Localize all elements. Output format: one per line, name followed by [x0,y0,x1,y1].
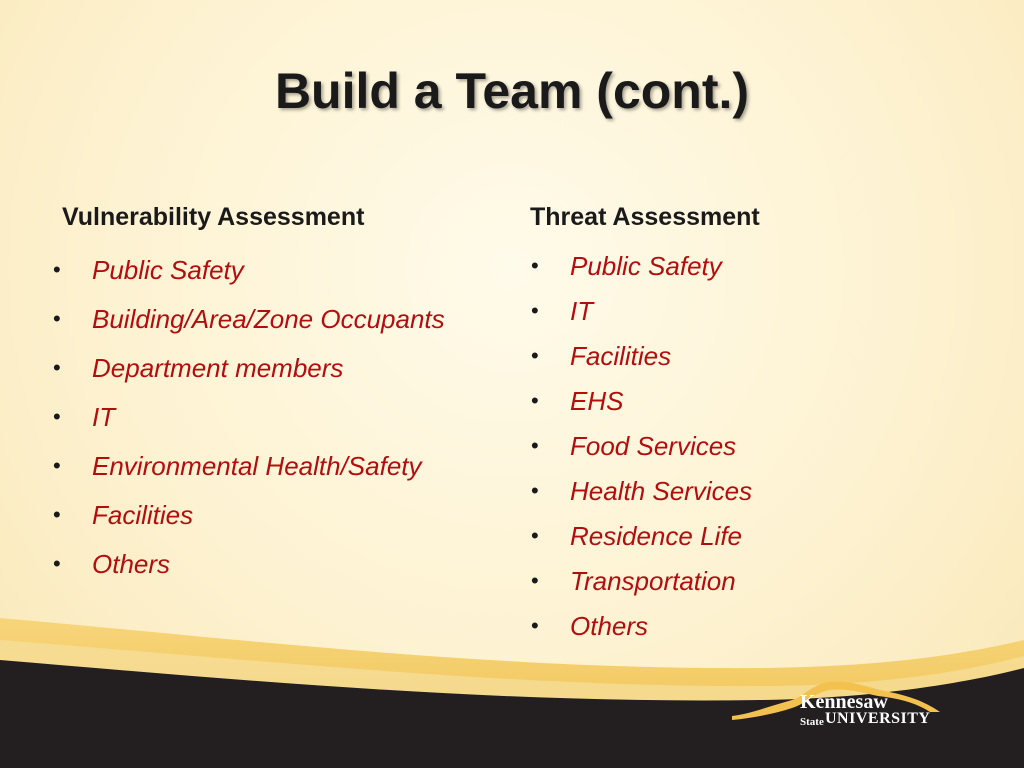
bullet-icon: • [53,551,61,576]
bullet-icon: • [531,253,539,278]
bullet-icon: • [53,502,61,527]
list-item [52,250,512,290]
bullet-icon: • [531,478,539,503]
bullet-icon: • [53,404,61,429]
bullet-icon: • [53,453,61,478]
bullet-icon: • [531,388,539,413]
list-item [530,246,950,286]
logo-kennesaw-text: Kennesaw [800,691,888,713]
bullet-icon: • [531,568,539,593]
logo-university-text: UNIVERSITY [825,710,931,727]
list-item [530,561,950,601]
list-item [530,606,950,646]
list-item [52,397,512,437]
threat-assessment-heading: Threat Assessment [530,203,760,231]
list-item-text: Building/Area/Zone Occupants [92,304,445,334]
list-item-text: Transportation [570,566,736,596]
list-item-text: Public Safety [570,251,722,281]
list-item-text: EHS [570,386,624,416]
list-item-text: Environmental Health/Safety [92,451,422,481]
list-item [530,381,950,421]
list-item [530,516,950,556]
vulnerability-assessment-list [52,250,512,593]
bullet-icon: • [53,355,61,380]
list-item-text: Food Services [570,431,737,461]
list-item-text: Others [92,549,171,579]
threat-assessment-list [530,246,950,651]
list-item-text: Department members [92,353,344,383]
bullet-icon: • [531,433,539,458]
bullet-icon: • [53,257,61,282]
list-item [530,291,950,331]
vulnerability-assessment-heading: Vulnerability Assessment [62,203,365,231]
list-item [530,426,950,466]
list-item [52,495,512,535]
bullet-icon: • [53,306,61,331]
list-item-text: IT [570,296,594,326]
list-item [52,348,512,388]
bullet-icon: • [531,523,539,548]
list-item [52,299,512,339]
kennesaw-state-logo [730,676,960,736]
bullet-icon: • [531,343,539,368]
list-item-text: Facilities [92,500,194,530]
list-item-text: Facilities [570,341,672,371]
list-item-text: Others [570,611,649,641]
bullet-icon: • [531,613,539,638]
list-item [52,446,512,486]
logo-state-text: State [800,716,824,728]
bullet-icon: • [531,298,539,323]
list-item-text: IT [92,402,116,432]
list-item [530,336,950,376]
list-item-text: Residence Life [570,521,742,551]
list-item [52,544,512,584]
list-item-text: Public Safety [92,255,244,285]
list-item-text: Health Services [570,476,753,506]
slide-title: Build a Team (cont.) [274,63,750,119]
list-item [530,471,950,511]
